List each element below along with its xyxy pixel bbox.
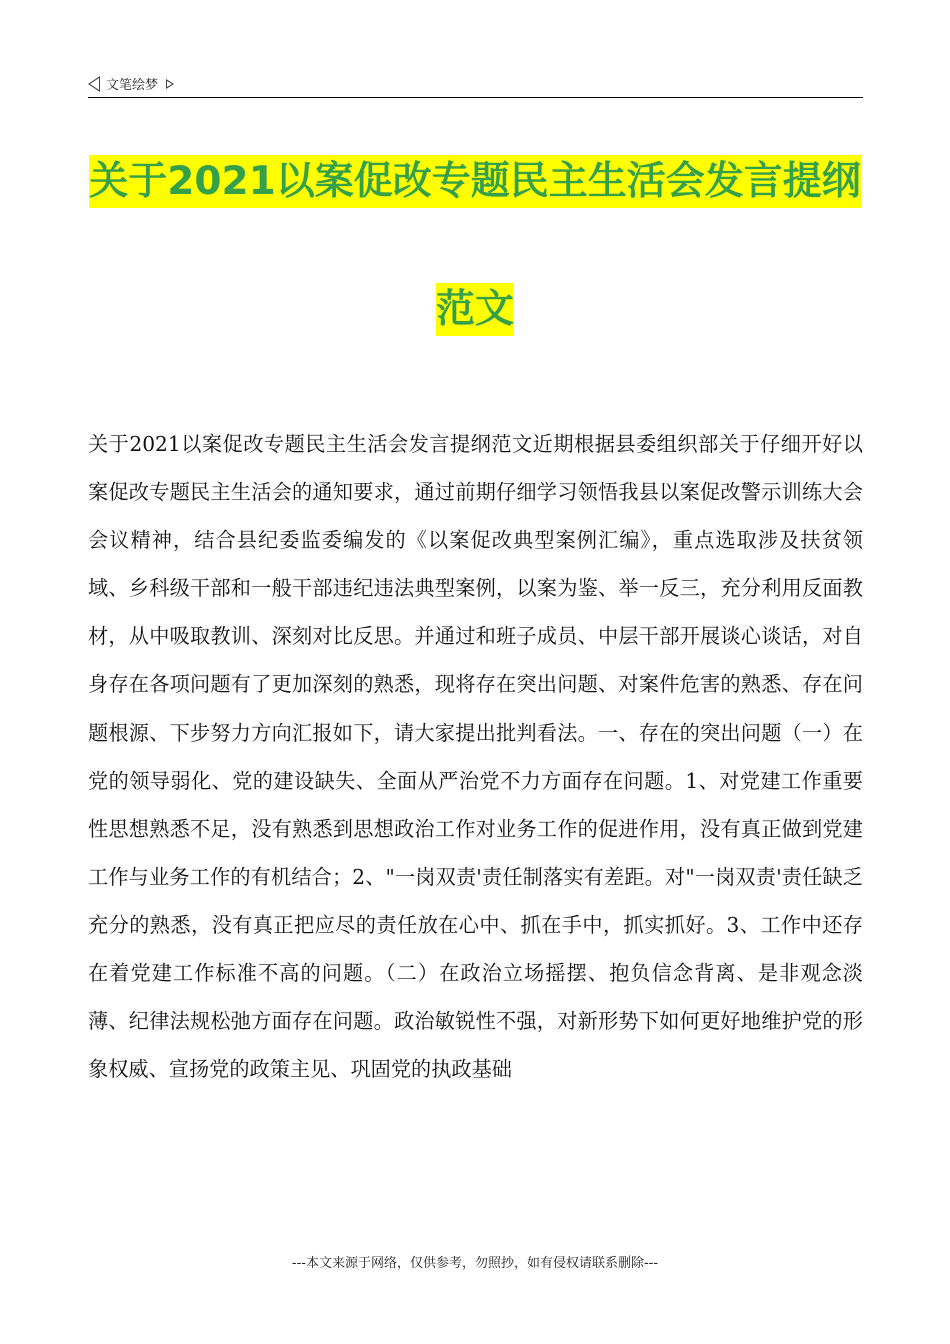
header-label: 文笔绘梦 [106, 78, 159, 93]
title-line-2-text: 范文 [436, 283, 514, 336]
document-title-line-1 [0, 150, 950, 206]
triangle-right-outline-icon [166, 79, 174, 89]
header-divider [88, 97, 863, 98]
document-title-line-2 [0, 278, 950, 334]
document-header [88, 74, 174, 93]
triangle-left-outline-icon [88, 76, 100, 92]
body-paragraph: 关于2021以案促改专题民主生活会发言提纲范文近期根据县委组织部关于仔细开好以案促改专题民主生活会的通知要求，通过前期仔细学习领悟我县以案促改警示训练大会会议精神，结合县纪委监委编发的《以案促改典型案例汇编》，重点选取涉及扶贫领域、乡科级干部和一般干部违纪违法典型案例，以案为鉴、举一反三，充分利用反面教材，从中吸取教训、深刻对比反思。并通过和班子成员、中层干部开展谈心谈话，对自身存在各项问题有了更加深刻的熟悉，现将存在突出问题、对案件危害的熟悉、存在问题根源、下步努力方向汇报如下，请大家提出批判看法。一、存在的突出问题（一）在党的领导弱化、党的建设缺失、全面从严治党不力方面存在问题。1、对党建工作重要性思想熟悉不足，没有熟悉到思想政治工作对业务工作的促进作用，没有真正做到党建工作与业务工作的有机结合；2、"一岗双责'责任制落实有差距。对"一岗双责'责任缺乏充分的熟悉，没有真正把应尽的责任放在心中、抓在手中，抓实抓好。3、工作中还存在着党建工作标准不高的问题。（二）在政治立场摇摆、抱负信念背离、是非观念淡薄、纪律法规松弛方面存在问题。政治敏锐性不强，对新形势下如何更好地维护党的形象权威、宣扬党的政策主见、巩固党的执政基础 [88, 432, 863, 1082]
footer-notice: ---本文来源于网络，仅供参考，勿照抄，如有侵权请联系删除--- [291, 1256, 659, 1271]
title-line-1-text: 关于2021以案促改专题民主生活会发言提纲 [89, 155, 861, 208]
